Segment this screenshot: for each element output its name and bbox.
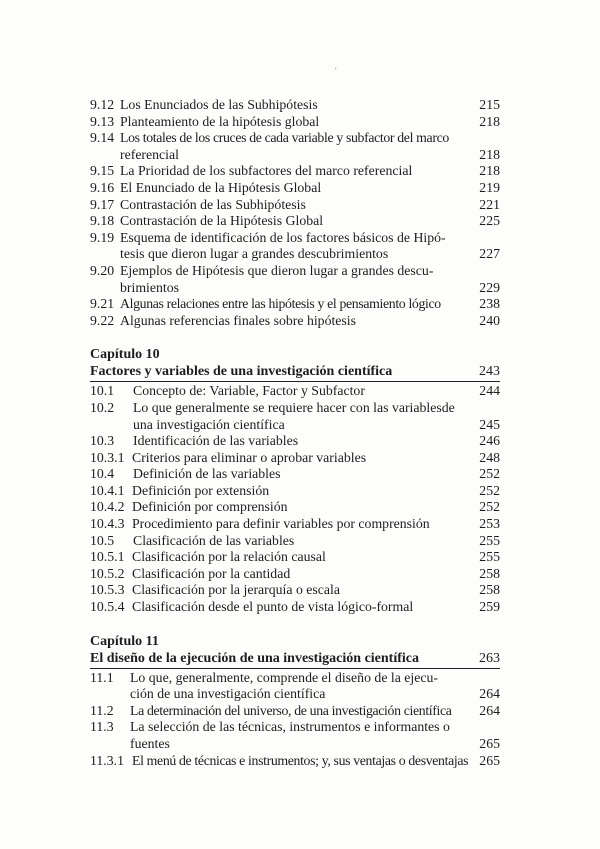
toc-entry-title: Definición de las variables [133, 466, 281, 482]
toc-entry-title: Esquema de identificación de los factores básicos de Hipó- [120, 229, 446, 245]
toc-entry-line [90, 686, 500, 703]
toc-entry-number: 10.4.3 [90, 516, 125, 532]
toc-entry-page: 265 [479, 752, 500, 768]
toc-entry-number: 9.21 [90, 296, 115, 312]
toc-entry-title: Lo que generalmente se requiere hacer con las variablesde [133, 399, 455, 415]
toc-entry-number [90, 736, 130, 753]
toc-entry-line [90, 114, 500, 131]
toc-entry-title: Ejemplos de Hipótesis que dieron lugar a grandes descu- [120, 262, 434, 278]
toc-entry-line [90, 582, 500, 599]
toc-entry-line [90, 400, 500, 417]
toc-entry-title: Clasificación por la cantidad [132, 565, 291, 581]
toc-entry-number: 11.1 [90, 669, 114, 685]
toc-entry-title: Los Enunciados de las Subhipótesis [120, 97, 318, 112]
toc-entry-page: 244 [479, 383, 500, 399]
toc-entry-line [90, 296, 500, 313]
toc-entry-number: 11.3 [90, 719, 114, 735]
toc-entry-line [90, 516, 500, 533]
toc-entry-number: 10.3.1 [90, 449, 125, 465]
toc-entry-page: 253 [479, 516, 500, 532]
toc-entry-line [90, 313, 500, 330]
toc-entry-title: Definición por extensión [132, 482, 270, 498]
chapter-11-entries [90, 670, 500, 770]
toc-entry-title: Los totales de los cruces de cada variable y subfactor del marco [120, 130, 449, 146]
chapter-10-page: 243 [479, 364, 500, 380]
toc-entry-number: 10.4.1 [90, 482, 125, 498]
toc-entry-page: 218 [479, 146, 500, 162]
toc-entry-title: Algunas referencias finales sobre hipótesis [120, 312, 357, 328]
toc-entry-number [90, 280, 120, 297]
toc-entry-page: 218 [479, 113, 500, 129]
toc-entry-page: 252 [479, 482, 500, 498]
toc-entry-line [90, 736, 500, 753]
toc-entry-title: fuentes [130, 736, 170, 751]
toc-entry-number: 10.4 [90, 466, 115, 482]
toc-entry-number: 11.2 [90, 702, 114, 718]
toc-entry-page: 255 [479, 549, 500, 565]
toc-entry-page: 227 [479, 246, 500, 262]
toc-entry-line [90, 383, 500, 400]
toc-entry-number: 10.5.4 [90, 599, 125, 615]
toc-entry-title: Algunas relaciones entre las hipótesis y el pensamiento lógico [120, 296, 441, 312]
toc-entry-number: 9.17 [90, 196, 115, 212]
toc-entry-number [90, 246, 120, 263]
toc-entry-page: 245 [479, 416, 500, 432]
toc-entry-line [90, 549, 500, 566]
toc-entry-number: 10.5.3 [90, 582, 125, 598]
toc-entry-page [472, 130, 500, 147]
toc-entry-page: 252 [479, 466, 500, 482]
toc-entry-number: 9.19 [90, 229, 115, 245]
toc-entry-page [472, 670, 500, 687]
toc-entry-page: 255 [479, 532, 500, 548]
toc-entry-number: 10.5.2 [90, 565, 125, 581]
chapter-11 [90, 633, 500, 770]
toc-entry-page: 240 [479, 312, 500, 328]
toc-entry-number: 9.16 [90, 179, 115, 195]
toc-entry-title: Definición por comprensión [132, 499, 288, 515]
toc-entry-number: 10.4.2 [90, 499, 125, 515]
toc-entry-page: 259 [479, 599, 500, 615]
toc-entry-number: 10.3 [90, 433, 115, 449]
toc-entry-title: La determinación del universo, de una investigación científica [130, 702, 452, 718]
toc-entry-page [472, 230, 500, 247]
toc-entry-title: una investigación científica [133, 416, 285, 432]
chapter-10-entries [90, 383, 500, 615]
toc-entry-title: El menú de técnicas e instrumentos; y, sus ventajas o desventajas [132, 752, 469, 768]
toc-entry-page: 258 [479, 565, 500, 581]
toc-entry-line [90, 280, 500, 297]
chapter-11-title-row [90, 650, 500, 669]
chapter-11-page: 263 [479, 650, 500, 666]
toc-entry-number: 9.20 [90, 262, 115, 278]
toc-entry-title: Identificación de las variables [133, 433, 299, 449]
toc-entry-number: 10.5.1 [90, 549, 125, 565]
chapter-9-entries [90, 97, 500, 329]
toc-entry-line [90, 566, 500, 583]
toc-entry-page [472, 263, 500, 280]
chapter-10-title-row [90, 363, 500, 382]
toc-entry-title: Procedimiento para definir variables por comprensión [132, 516, 430, 532]
toc-entry-line [90, 130, 500, 147]
toc-entry-line [90, 263, 500, 280]
toc-entry-number: 9.15 [90, 163, 115, 179]
toc-entry-line [90, 180, 500, 197]
toc-entry-title: ción de una investigación científica [130, 686, 326, 702]
toc-entry-number: 10.1 [90, 383, 115, 399]
toc-entry-page: 218 [479, 163, 500, 179]
toc-entry-title: La Prioridad de los subfactores del marco referencial [120, 163, 413, 179]
toc-entry-page: 264 [479, 702, 500, 718]
toc-entry-title: La selección de las técnicas, instrumentos e informantes o [130, 719, 450, 735]
toc-entry-number [90, 686, 130, 703]
toc-entry-title: El Enunciado de la Hipótesis Global [120, 179, 322, 195]
toc-entry-line [90, 450, 500, 467]
toc-entry-title: Clasificación por la jerarquía o escala [132, 582, 341, 598]
chapter-10 [90, 346, 500, 615]
toc-entry-line [90, 533, 500, 550]
toc-entry-title: referencial [120, 146, 179, 162]
toc-entry-title: brimientos [120, 279, 180, 295]
toc-entry-title: Concepto de: Variable, Factor y Subfactor [133, 383, 365, 399]
toc-entry-title: Contrastación de la Hipótesis Global [120, 213, 324, 229]
toc-entry-line [90, 719, 500, 736]
toc-entry-line [90, 433, 500, 450]
toc-entry-page: 265 [479, 736, 500, 751]
toc-entry-line [90, 670, 500, 687]
toc-entry-number: 9.14 [90, 130, 115, 146]
toc-entry-line [90, 499, 500, 516]
chapter-11-label: Capítulo 11 [90, 633, 159, 649]
toc-entry-number [90, 417, 133, 434]
toc-entry-title: tesis que dieron lugar a grandes descubrimientos [120, 246, 389, 262]
toc-entry-line [90, 466, 500, 483]
toc-entry-line [90, 213, 500, 230]
toc-entry-line [90, 417, 500, 434]
table-of-contents [90, 97, 500, 769]
toc-entry-page [472, 400, 500, 417]
toc-entry-number: 11.3.1 [90, 752, 124, 768]
toc-entry-number: 9.13 [90, 113, 115, 129]
toc-entry-line [90, 483, 500, 500]
toc-entry-title: Lo que, generalmente, comprende el diseño de la ejecu- [130, 669, 438, 685]
toc-entry-page: 229 [479, 279, 500, 295]
toc-entry-line [90, 753, 500, 770]
toc-entry-page: 264 [479, 686, 500, 702]
toc-entry-page: 252 [479, 499, 500, 515]
toc-entry-title: Clasificación de las variables [133, 532, 295, 548]
toc-entry-page: 246 [479, 433, 500, 449]
toc-entry-title: Clasificación desde el punto de vista lógico-formal [132, 599, 414, 615]
toc-entry-line [90, 230, 500, 247]
toc-entry-line [90, 246, 500, 263]
page-mark: ' [335, 66, 337, 76]
chapter-10-title: Factores y variables de una investigación científica [90, 364, 393, 380]
toc-entry-page: 215 [479, 97, 500, 112]
toc-entry-line [90, 703, 500, 720]
toc-entry-title: Clasificación por la relación causal [132, 549, 326, 565]
toc-entry-number [90, 147, 120, 164]
chapter-11-title: El diseño de la ejecución de una investigación científica [90, 650, 419, 666]
toc-entry-number: 10.5 [90, 532, 115, 548]
toc-entry-number: 10.2 [90, 399, 115, 415]
toc-entry-line [90, 197, 500, 214]
toc-entry-page: 258 [479, 582, 500, 598]
toc-entry-page: 238 [479, 296, 500, 312]
toc-entry-page: 219 [479, 179, 500, 195]
toc-entry-line [90, 147, 500, 164]
toc-entry-page: 248 [479, 449, 500, 465]
chapter-10-label: Capítulo 10 [90, 347, 160, 363]
toc-entry-line [90, 97, 500, 114]
toc-entry-page: 225 [479, 213, 500, 229]
toc-entry-line [90, 163, 500, 180]
toc-entry-page: 221 [479, 196, 500, 212]
toc-entry-title: Contrastación de las Subhipótesis [120, 196, 306, 212]
toc-entry-title: Criterios para eliminar o aprobar variables [132, 449, 367, 465]
toc-entry-page [472, 719, 500, 736]
toc-entry-number: 9.12 [90, 97, 115, 112]
toc-entry-line [90, 599, 500, 616]
toc-entry-number: 9.22 [90, 312, 115, 328]
toc-entry-title: Planteamiento de la hipótesis global [120, 113, 320, 129]
toc-entry-number: 9.18 [90, 213, 115, 229]
